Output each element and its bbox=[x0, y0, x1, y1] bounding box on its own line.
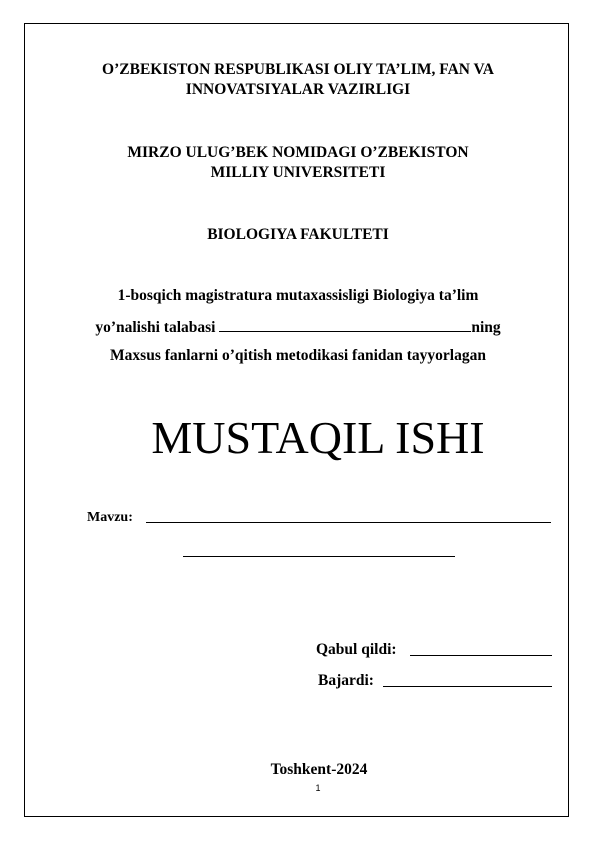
page-number: 1 bbox=[315, 783, 321, 793]
topic-blank-line-1 bbox=[146, 522, 551, 523]
student-info-prefix: yo’nalishi talabasi bbox=[95, 319, 216, 336]
university-line-2: MILLIY UNIVERSITETI bbox=[210, 164, 386, 181]
student-info-line-2 bbox=[0, 317, 596, 337]
document-title: MUSTAQIL ISHI bbox=[151, 412, 485, 463]
student-info-suffix: ning bbox=[471, 319, 501, 336]
accepted-by-label: Qabul qildi: bbox=[316, 641, 397, 658]
student-info-line-3: Maxsus fanlarni o’qitish metodikasi fanidan tayyorlagan bbox=[110, 347, 486, 364]
completed-by-label: Bajardi: bbox=[318, 672, 374, 689]
ministry-line-1: O’ZBEKISTON RESPUBLIKASI OLIY TA’LIM, FAN VA bbox=[102, 61, 494, 78]
topic-blank-line-2 bbox=[183, 556, 455, 557]
faculty-name: BIOLOGIYA FAKULTETI bbox=[207, 226, 389, 243]
completed-by-blank bbox=[383, 686, 552, 687]
topic-label: Mavzu: bbox=[87, 510, 133, 525]
student-info-line-1: 1-bosqich magistratura mutaxassisligi Biologiya ta’lim bbox=[117, 287, 479, 304]
city-year: Toshkent-2024 bbox=[270, 761, 368, 778]
student-name-blank bbox=[219, 317, 471, 332]
university-line-1: MIRZO ULUG’BEK NOMIDAGI O’ZBEKISTON bbox=[127, 144, 469, 161]
ministry-line-2: INNOVATSIYALAR VAZIRLIGI bbox=[185, 81, 411, 98]
accepted-by-blank bbox=[410, 655, 552, 656]
